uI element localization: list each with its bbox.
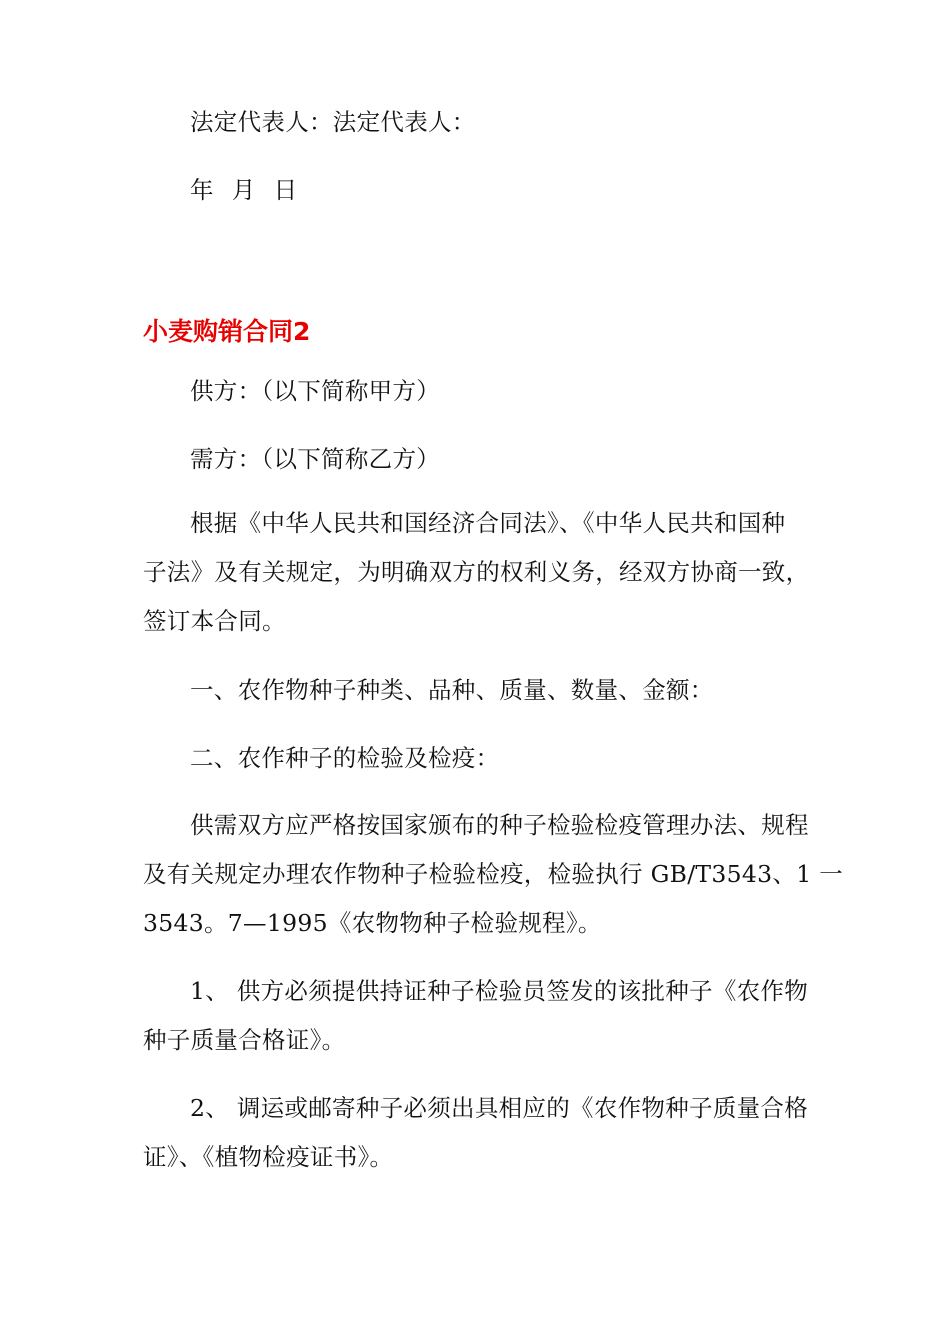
item-2-line-1: 2、 调运或邮寄种子必须出具相应的《农作物种子质量合格 [190,1094,809,1122]
clause-one: 一、农作物种子种类、品种、质量、数量、金额： [190,676,714,704]
section-title: 小麦购销合同2 [143,317,311,346]
inspection-line-2: 及有关规定办理农作物种子检验检疫，检验执行 GB/T3543、1 一 [143,860,844,888]
item-1-line-1: 1、 供方必须提供持证种子检验员签发的该批种子《农作物 [190,977,809,1005]
date-line [190,167,880,214]
preamble-line-2: 子法》及有关规定，为明确双方的权利义务，经双方协商一致， [143,558,810,586]
supplier-line: 供方：（以下简称甲方） [190,377,441,405]
date-day: 日 [273,176,298,204]
buyer-line: 需方：（以下简称乙方） [190,445,441,473]
item-2-line-2: 证》、《植物检疫证书》。 [143,1143,394,1171]
date-month: 月 [231,176,256,204]
clause-two: 二、农作种子的检验及检疫： [190,744,500,772]
inspection-line-3: 3543。7—1995《农物物种子检验规程》。 [143,909,602,937]
preamble-line-3: 签订本合同。 [143,607,286,635]
preamble-line-1: 根据《中华人民共和国经济合同法》、《中华人民共和国种 [190,509,786,537]
item-1-line-2: 种子质量合格证》。 [143,1026,346,1054]
inspection-line-1: 供需双方应严格按国家颁布的种子检验检疫管理办法、规程 [190,811,809,839]
representatives-line: 法定代表人：法定代表人： [190,108,476,136]
date-year: 年 [190,176,214,204]
